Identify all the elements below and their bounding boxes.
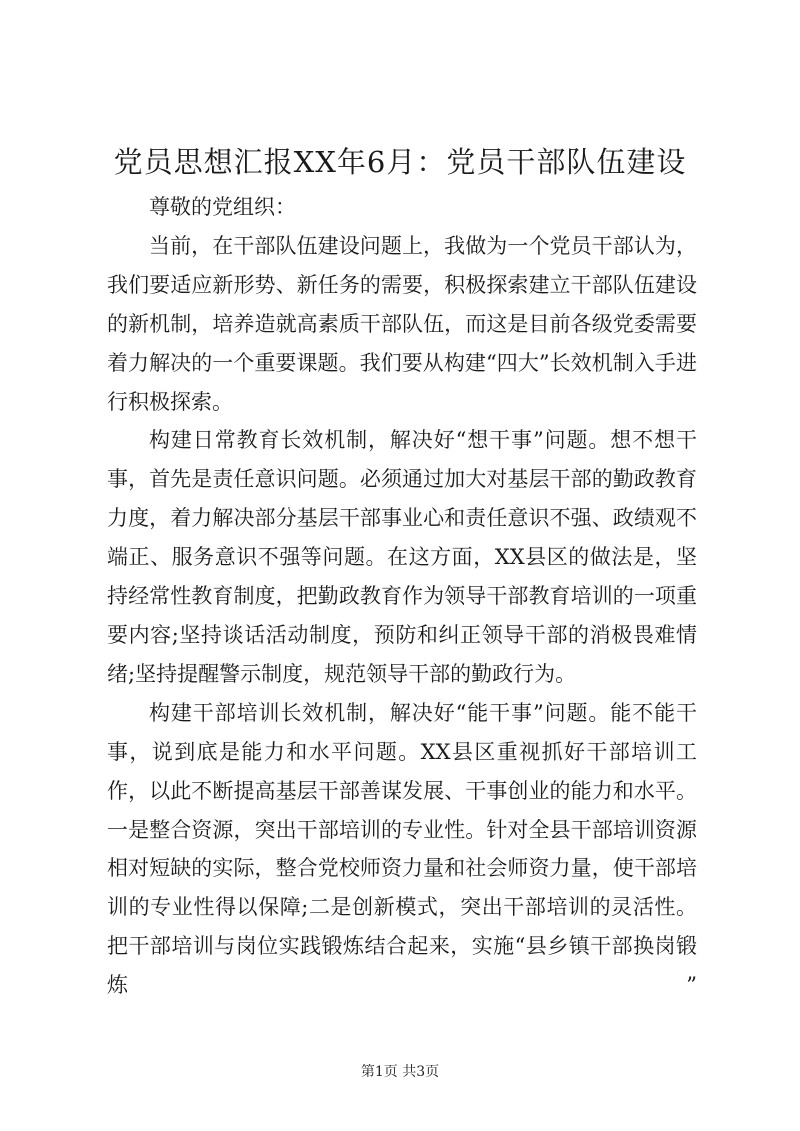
paragraph-education-mechanism: 构建日常教育长效机制，解决好“想干事”问题。想不想干事，首先是责任意识问题。必须通过加大对基层干部的勤政教育力度，着力解决部分基层干部事业心和责任意识不强、政绩观不端正、服务意识不强等问题。在这方面，XX县区的做法是，坚持经常性教育制度，把勤政教育作为领导干部教育培训的一项重要内容;坚持谈话活动制度，预防和纠正领导干部的消极畏难情绪;坚持提醒警示制度，规范领导干部的勤政行为。 bbox=[107, 428, 697, 686]
paragraph-training-mechanism: 构建干部培训长效机制，解决好“能干事”问题。能不能干事，说到底是能力和水平问题。XX县区重视抓好干部培训工作，以此不断提高基层干部善谋发展、干事创业的能力和水平。一是整合资源，突出干部培训的专业性。针对全县干部培训资源相对短缺的实际，整合党校师资力量和社会师资力量，使干部培训的专业性得以保障;二是创新模式，突出干部培训的灵活性。把干部培训与岗位实践锻炼结合起来，实施“县乡镇干部换岗锻炼” bbox=[107, 700, 697, 998]
salutation: 尊敬的党组织： bbox=[149, 195, 296, 219]
paragraph-intro: 当前，在干部队伍建设问题上，我做为一个党员干部认为，我们要适应新形势、新任务的需要，积极探索建立干部队伍建设的新机制，培养造就高素质干部队伍，而这是目前各级党委需要着力解决的一个重要课题。我们要从构建“四大”长效机制入手进行积极探索。 bbox=[107, 233, 697, 414]
document-body bbox=[107, 188, 697, 1005]
page-footer: 第1页 共3页 bbox=[360, 1064, 440, 1080]
document-title: 党员思想汇报XX年6月：党员干部队伍建设 bbox=[113, 145, 687, 179]
